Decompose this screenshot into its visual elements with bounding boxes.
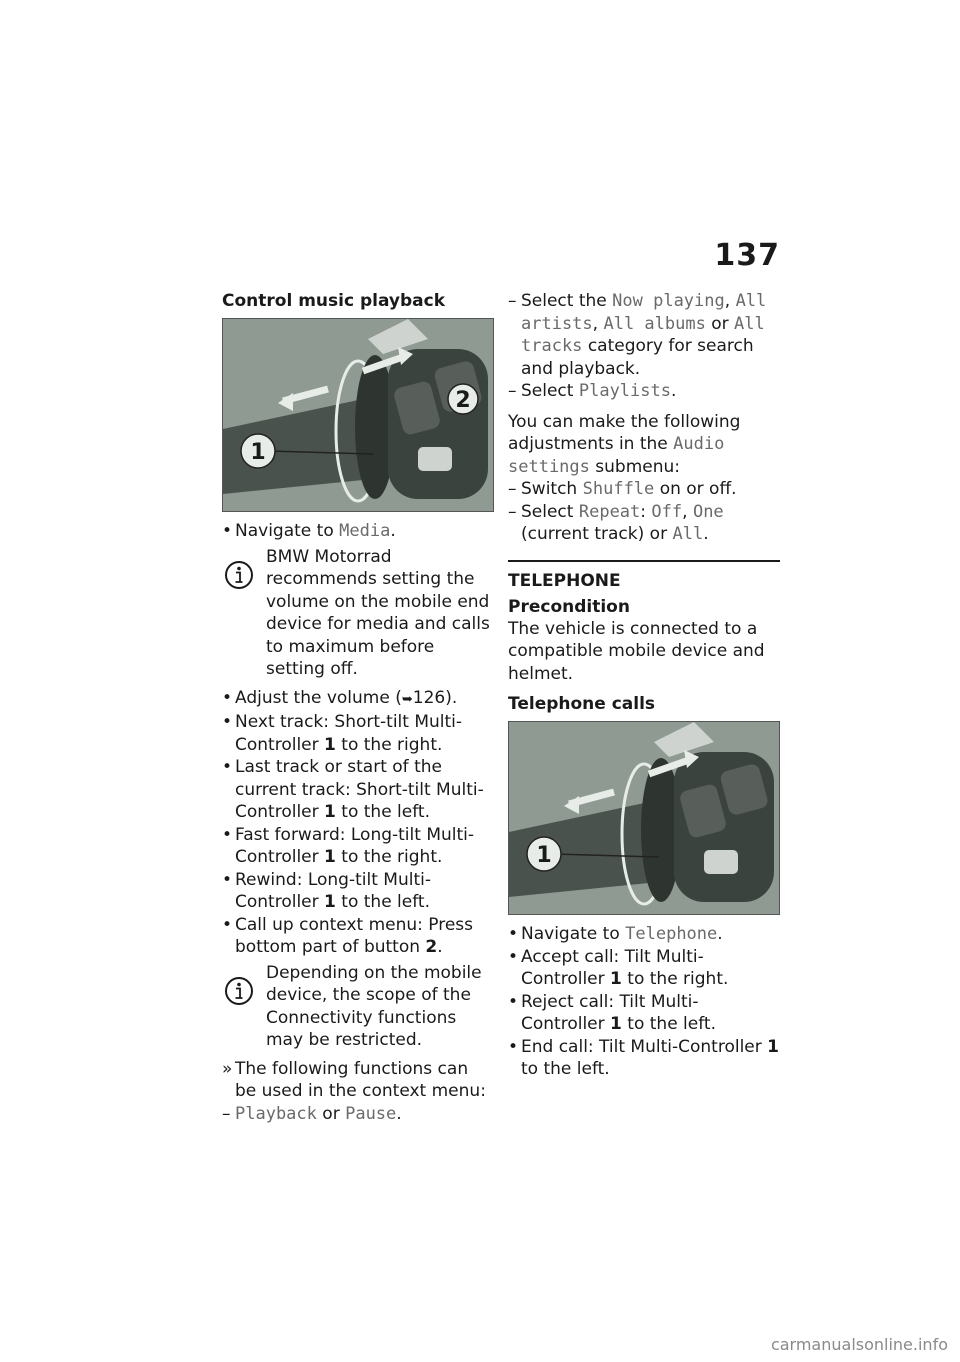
info-icon <box>224 560 254 590</box>
right-column <box>508 290 780 1081</box>
audio-settings-list <box>508 478 780 546</box>
menu-item-all-tracks: All tracks <box>521 313 765 356</box>
section-divider <box>508 560 780 562</box>
list-item: – Switch Shuffle on or off. <box>508 478 780 501</box>
adjustments-paragraph: You can make the following adjustments in the Audio settings submenu: <box>508 411 741 477</box>
select-category-list <box>508 290 780 403</box>
section-title-calls: Telephone calls <box>508 694 656 714</box>
info-note-connectivity <box>222 962 492 1052</box>
multi-controller-illustration <box>223 319 493 511</box>
figure-callout-1: 1 <box>536 843 552 868</box>
list-item: – Select Playlists. <box>508 380 780 403</box>
page-ref-arrow-icon: ➥ <box>401 691 413 707</box>
page-number: 137 <box>714 238 780 273</box>
info-note-volume <box>222 546 492 681</box>
figure-callout-1: 1 <box>250 440 266 465</box>
info-icon <box>224 976 254 1006</box>
menu-item-pause: Pause <box>345 1103 397 1124</box>
menu-item-media: Media <box>339 521 391 541</box>
menu-item-repeat: Repeat <box>578 501 641 522</box>
heading-telephone: TELEPHONE <box>508 570 621 591</box>
nav-media-list <box>222 520 492 543</box>
list-item: • Navigate to Media. <box>222 520 492 543</box>
menu-item-telephone: Telephone <box>625 924 718 944</box>
telephone-controls-list <box>508 923 780 1081</box>
menu-item-playlists: Playlists <box>578 381 671 401</box>
watermark: carmanualsonline.info <box>770 1335 948 1354</box>
music-controls-list <box>222 687 492 959</box>
menu-item-audio-settings: Audio settings <box>508 434 725 477</box>
menu-item-all-artists: All artists <box>521 291 767 334</box>
menu-item-now-playing: Now playing <box>612 291 725 311</box>
multi-controller-illustration <box>509 722 779 914</box>
context-menu-list <box>222 1103 492 1126</box>
handlebar-figure-telephone <box>508 721 780 915</box>
list-item: – Playback or Pause. <box>222 1103 492 1126</box>
list-item: • Adjust the volume (➥126). <box>222 687 492 712</box>
handlebar-figure-music <box>222 318 494 512</box>
precondition-text: The vehicle is connected to a compatible mobile device and helmet. <box>508 618 765 684</box>
list-item: • Reject call: Tilt Multi-Controller 1 to the left. <box>508 991 780 1036</box>
list-item: • Last track or start of the current track: Short-tilt Multi-Controller 1 to the left. <box>222 756 492 824</box>
menu-item-shuffle: Shuffle <box>582 479 655 499</box>
left-column <box>222 290 492 1125</box>
list-item: • Rewind: Long-tilt Multi-Controller 1 to the left. <box>222 869 492 914</box>
note-text: Depending on the mobile device, the scope of the Connectivity functions may be restricted. <box>266 962 482 1050</box>
note-text: BMW Motorrad recommends setting the volume on the mobile end device for media and calls to maximum before setting off. <box>266 546 490 679</box>
list-item: • Accept call: Tilt Multi-Controller 1 to the right. <box>508 946 780 991</box>
list-item: • Fast forward: Long-tilt Multi-Controller 1 to the right. <box>222 824 492 869</box>
list-item: • Next track: Short-tilt Multi-Controller 1 to the right. <box>222 711 492 756</box>
result-context-menu: » The following functions can be used in the context menu: <box>222 1058 492 1103</box>
list-item: – Select the Now playing, All artists, All albums or All tracks category for search and playback. <box>508 290 780 380</box>
option-off: Off <box>651 501 683 522</box>
list-item: – Select Repeat: Off, One (current track) or All. <box>508 501 780 546</box>
option-all: All <box>672 524 704 544</box>
section-title-music: Control music playback <box>222 291 446 311</box>
option-one: One <box>692 501 724 522</box>
menu-item-all-albums: All albums <box>603 313 706 334</box>
list-item: • Call up context menu: Press bottom part of button 2. <box>222 914 492 959</box>
list-item: • End call: Tilt Multi-Controller 1 to the left. <box>508 1036 780 1081</box>
precondition-title: Precondition <box>508 596 630 617</box>
page-ref[interactable]: 126 <box>412 687 446 708</box>
list-item: • Navigate to Telephone. <box>508 923 780 946</box>
figure-callout-2: 2 <box>455 388 471 413</box>
menu-item-playback: Playback <box>235 1103 317 1124</box>
